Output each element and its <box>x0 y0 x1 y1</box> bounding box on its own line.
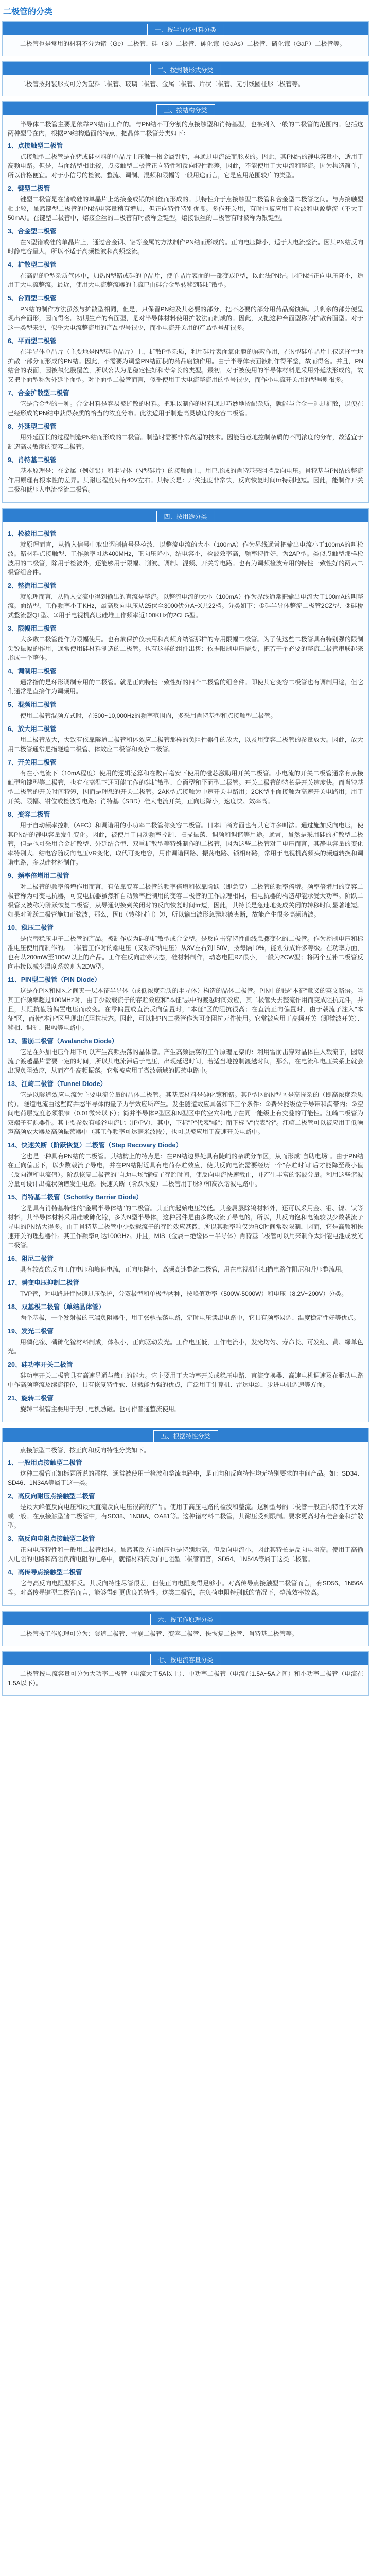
item-text: 在高温的P型杂质气体中，加热N型锗或硅的单晶片，使单晶片表面的一部变成P型，以此法PN结。因PN结正向电压降小，适用于大电流整流。最近，使用大电流整流器的主流已由硅合金型转移到硅扩散型。 <box>8 272 363 289</box>
item-text: 硅功率开关二极管具有高速导通与截止的能力。它主要用于大功率开关或稳压电路、直流变换器、高速电机调速及在驱动电路中作高频整流及续流箝位，具有恢复特性软、过载能力强的优点，广泛用于计算机、雷达电源、步进电机调速等方面。 <box>8 1372 363 1388</box>
item-title: 3、合金型二极管 <box>8 228 57 235</box>
section-header <box>3 102 368 115</box>
paragraph: 二极管按工作原理可分为：隧道二极管、雪崩二极管、变容二极管、快恢复二极管、肖特基二极管等。 <box>20 1630 298 1637</box>
paragraph: 二极管按电流容量可分为大功率二极管（电流大于5A以上）、中功率二极管（电流在1.5A~5A之间）和小功率二极管（电流在1.5A以下）。 <box>8 1670 363 1687</box>
item-title: 3、限幅用二极管 <box>8 625 57 632</box>
section-current <box>2 1651 369 1696</box>
list-item <box>8 923 363 971</box>
item-title: 19、发光二极管 <box>8 1328 54 1335</box>
item-text: 它与高反向电阻型相反。其反向特性尽管很差，但使正向电阻变得足够小。对高传导点接触型二极管而言，有SD56、1N56A等。对高传导键型二极管而言，能够得到更优良的特性。这类二极管，在负荷电阻特别低的情况下，整流效率较高。 <box>8 1580 363 1596</box>
section-usage <box>2 508 369 1422</box>
item-title: 3、高反向电阻点接触型二极管 <box>8 1535 95 1543</box>
section-tag: 七、按电流容量分类 <box>150 1654 221 1666</box>
item-title: 4、调制用二极管 <box>8 668 57 675</box>
list-item <box>8 388 363 418</box>
item-title: 7、合金扩散型二极管 <box>8 389 69 397</box>
list-item <box>8 422 363 451</box>
list-item <box>8 871 363 919</box>
list-item <box>8 1079 363 1137</box>
section-header <box>3 509 368 522</box>
list-item <box>8 294 363 332</box>
item-text: 用于自动频率控制（AFC）和调谐用的小功率二极管称变容二极管。日本厂商方面也有其它许多叫法。通过施加反向电压，使其PN结的静电容量发生变化。因此，被使用于自动频率控制、扫描振荡、调频和调谐等用途。通常，虽然是采用硅的扩散型二极管，但是也可采用合金扩散型、外延结合型、双重扩散型等特殊制作的二极管，因为这些二极管对于电压而言，其静电容量的变化率特别大。结电容随反向电压VR变化，取代可变电容，用作调谐回路、振荡电路、锁相环路，常用于电视机高频头的频道转换和调谐电路，多以硅材料制作。 <box>8 822 363 866</box>
item-text: 这种二极管正如标题所说的那样，通常被使用于检波和整流电路中，是正向和反向特性均无特别要求的中间产品。如：SD34、SD46、1N34A等属于这一类。 <box>8 1470 363 1486</box>
section-body <box>3 1625 368 1646</box>
item-title: 5、台面型二极管 <box>8 295 57 302</box>
item-title: 6、放大用二极管 <box>8 725 57 733</box>
list-item <box>8 1394 363 1414</box>
item-text: 在N型锗或硅的单晶片上，通过合金铟、铝等金属的方法制作PN结而形成的。正向电压降小，适于大电流整流。因其PN结反向时静电容量大，所以不适于高频检波和高频整流。 <box>8 239 363 255</box>
section-body <box>3 35 368 56</box>
item-title: 8、变容二极管 <box>8 811 50 818</box>
item-title: 1、点接触型二极管 <box>8 142 63 149</box>
item-title: 6、平面型二极管 <box>8 337 57 345</box>
item-text: 旋转二极管主要用于无刷电机励磁。也可作普通整流使用。 <box>20 1405 181 1413</box>
item-text: 键型二极管是在锗或硅的单晶片上熔接金或银的细丝而形成的。其特性介于点接触型二极管和合金型二极管之间。与点接触型相比较，虽然键型二极管的PN结电容量稍有增加，但正向特性特别优良。多作开关用，有时也被应用于检波和电源整流（不大于50mA）。在键型二极管中，熔接金丝的二极管有时被称金键型，熔接银丝的二极管有时被称为银键型。 <box>8 196 363 222</box>
item-list <box>8 529 363 1414</box>
list-item <box>8 1037 363 1075</box>
item-text: 它是在外加电压作用下可以产生高频振荡的晶体管。产生高频振荡的工作原理是栾的：利用雪崩击穿对晶体注入载流子，因载流子渡越晶片需要一定的时间，所以其电流滞后于电压，出现延迟时间，若适当地控制渡越时间，那么，在电流和电压关系上就会出现负阻效应，从而产生高频振荡。它常被应用于微波领域的振荡电路中。 <box>8 1048 363 1074</box>
list-item <box>8 624 363 663</box>
item-title: 2、键型二极管 <box>8 185 50 192</box>
item-text: 用磷化镓、磷砷化镓材料制成，体积小，正向驱动发光。工作电压低，工作电流小，发光均匀、寿命长、可发红、黄、绿单色光。 <box>8 1338 363 1355</box>
list-item <box>8 529 363 577</box>
list-item <box>8 1568 363 1597</box>
list-item <box>8 1141 363 1189</box>
item-title: 20、硅功率开关二极管 <box>8 1361 73 1368</box>
section-tag: 五、根据特性分类 <box>153 1430 218 1442</box>
section-body <box>3 1665 368 1695</box>
page-title: 二极管的分类 <box>3 8 53 16</box>
list-item <box>8 975 363 1032</box>
list-item <box>8 667 363 696</box>
item-text: 这是在P区和N区之间夹一层本征半导体（或低浓度杂质的半导体）构造的晶体二极管。PIN中的I是"本征"意义的英文略语。当其工作频率超过100MHz时，由于少数载流子的存贮效应和"本征"层中的渡越时间效应，其二极管失去整流作用而变成阻抗元件，并且，其阻抗值随偏置电压而改变。在零偏置或直流反向偏置时，"本征"区的阻抗很高；在直流正向偏置时，由于载流子注入"本征"区，而使"本征"区呈现出低阻抗状态。因此，可以把PIN二极管作为可变阻抗元件使用。它常被应用于高频开关（即微波开关）、移相、调制、限幅等电路中。 <box>8 987 363 1031</box>
item-text: 使用二极管混频方式时，在500~10,000Hz的频率范围内，多采用肖特基型和点接触型二极管。 <box>20 712 277 719</box>
section-header <box>3 1428 368 1442</box>
section-intro: 点接触型二极管，按正向和反向特性分类如下。 <box>20 1447 150 1454</box>
list-item <box>8 260 363 290</box>
item-text: 在半导体单晶片（主要地是N型硅单晶片）上，扩散P型杂质，利用硅片表面氧化膜的屏蔽作用，在N型硅单晶片上仅选择性地扩散一部分而形成的PN结。因此，不需要为调整PN结面积的药品腐蚀作用。由于半导体表面被制作得平整，故而得名。并且，PN结合的表面，因被氧化膜覆盖，所以公认为是稳定性好和寿命长的类型。最初，对于被使用的半导体材料是采用外延法形成的，故又把平面型称为外延平面型。对平面型二极管而言，似乎使用于大电流整流用的型号很少，而作小电流开关用的型号则很多。 <box>8 348 363 383</box>
item-text: 用二极管放大，大致有依靠隧道二极管和体效应二极管那样的负阻性器件的放大，以及用变容二极管的参量放大。因此，放大用二极管通常是指隧道二极管、体效应二极管和变容二极管。 <box>8 736 363 753</box>
section-structure <box>2 101 369 503</box>
item-text: 它是具有肖特基特性的"金属半导体结"的二极管。其正向起始电压较低。其金属层除钨材料外，还可以采用金、钼、镍、钛等材料。其半导体材料采用硅或砷化镓，多为N型半导体。这种器件是由多数载流子导电的，所以，其反向饱和电流较以少数载流子导电的PN结大得多。由于肖特基二极管中少数载流子的存贮效应甚微，所以其频率响仅为RC时间常数限制，因而，它是高频和快速开关的理想器件。其工作频率可达100GHz。并且，MIS（金属－绝缘体－半导体）肖特基二极管可以用来制作太阳能电池或发光二极管。 <box>8 1205 363 1249</box>
item-title: 4、扩散型二极管 <box>8 261 57 268</box>
section-body <box>3 75 368 96</box>
item-title: 4、高传导点接触型二极管 <box>8 1569 82 1576</box>
list-item <box>8 724 363 754</box>
item-title: 1、一般用点接触型二极管 <box>8 1459 82 1466</box>
list-item <box>8 184 363 223</box>
item-text: 是最大峰值反向电压和最大直流反向电压很高的产品。使用于高压电路的检波和整流。这种型号的二极管一般正向特性不太好或一般。在点接触型锗二极管中，有SD38、1N38A、OA81等。这种锗材料二极管，其耐压受到限制。要求更高时有硅合金和扩散型。 <box>8 1503 363 1529</box>
list-item <box>8 1360 363 1389</box>
item-title: 2、高反向耐压点接触型二极管 <box>8 1493 95 1500</box>
item-text: 就原理而言，从输入信号中取出调制信号是检波，以整流电流的大小（100mA）作为界线通常把输出电流小于100mA的叫检波。锗材料点接触型、工作频率可达400MHz，正向压降小，结电容小，检波效率高，频率特性好，为2AP型。类似点触型那样检波用的二极管，除用于检波外，还能够用于限幅、削波、调制、混频、开关等电路。也有为调频检波专用的特性一致性好的两只二极管组合件。 <box>8 541 363 576</box>
item-title: 2、整流用二极管 <box>8 582 57 589</box>
item-text: 它也是一种具有PN结的二极管。其结构上的特点是：在PN结边界处具有陡峭的杂质分布区，从而形成"自助电场"。由于PN结在正向偏压下，以少数载流子导电，并在PN结附近具有电荷存贮效应，使其反向电流需要经历一个"存贮时间"后才能降至最小值（反向饱和电流值）。阶跃恢复二极管的"自助电场"缩短了存贮时间，使反向电流快速截止，并产生丰富的谐波分量。利用这些谐波分量可设计出梳状频谱发生电路。快速关断（阶跃恢复）二极管用于脉冲和高次谐波电路中。 <box>8 1153 363 1188</box>
list-item <box>8 455 363 494</box>
list-item <box>8 1302 363 1323</box>
item-title: 18、双基极二极管（单结晶体管） <box>8 1303 105 1311</box>
item-text: 具有较高的反向工作电压和峰值电流，正向压降小，高频高速整流二极管，用在电视机行扫描电路作阻尼和升压整流用。 <box>20 1266 348 1273</box>
section-tag: 六、按工作原理分类 <box>150 1614 221 1625</box>
item-text: 用外延面长的过程制造PN结而形成的二极管。制造时需要非常高超的技术。因能随意地控制杂质的不同浓度的分布，故适宜于制造高灵敏度的变容二极管。 <box>8 434 363 450</box>
item-text: 点接触型二极管是在锗或硅材料的单晶片上压触一根金属针后，再通过电流法而形成的。因此，其PN结的静电容量小，适用于高频电路。但是，与面结型相比较，点接触型二极管正向特性和反向特性都差，因此，不能使用于大电流和整流。因为构造简单，所以价格便宜。对于小信号的检波、整流、调制、混频和限幅等一般用途而言，它是应用范围较广的类型。 <box>8 153 363 179</box>
item-text: TVP管，对电路进行快速过压保护，分双极型和单极型两种，按峰值功率（500W-5000W）和电压（8.2V~200V）分类。 <box>20 1290 348 1297</box>
item-list <box>8 1458 363 1597</box>
item-title: 13、江崎二极管（Tunnel Diode） <box>8 1080 107 1088</box>
list-item <box>8 227 363 256</box>
section-tag: 一、按半导体材料分类 <box>147 24 224 36</box>
section-tag: 三、按结构分类 <box>156 104 215 116</box>
item-title: 5、混频用二极管 <box>8 701 57 708</box>
section-header <box>3 1652 368 1665</box>
section-body <box>3 115 368 502</box>
item-text: 基本原理是：在金属（例如铅）和半导体（N型硅片）的接触面上，用已形成的肖特基来阻挡反向电压。肖特基与PN结的整流作用原理有根本性的差异。其耐压程度只有40V左右。其特长是：开关速度非常快，反向恢复时间trr特别地短。因此，能制作开关二极和低压大电流整流二极管。 <box>8 467 363 493</box>
section-header <box>3 62 368 75</box>
item-text: 是代替稳压电子二极管的产品。被制作成为硅的扩散型或合金型。是反向击穿特性曲线急骤变化的二极管。作为控制电压和标准电压使用而制作的。二极管工作时的端电压（又称齐纳电压）从3V左右到150V，按每隔10%，能划分成许多等级。在功率方面，也有从200mW至100W以上的产品。工作在反向击穿状态，硅材料制作，动态电阻RZ很小，一般为2CW型；将两个互补二极管反向串接以减少温度系数则为2DW型。 <box>8 935 363 970</box>
item-title: 15、肖特基二极管（Schottky Barrier Diode） <box>8 1194 143 1201</box>
item-title: 11、PIN型二极管（PIN Diode） <box>8 976 101 984</box>
section-header <box>3 22 368 35</box>
item-title: 8、外延型二极管 <box>8 423 57 430</box>
section-principle <box>2 1611 369 1646</box>
list-item <box>8 758 363 806</box>
section-package <box>2 61 369 96</box>
list-item <box>8 1327 363 1356</box>
section-header <box>3 1612 368 1625</box>
list-item <box>8 1254 363 1274</box>
list-item <box>8 141 363 180</box>
list-item <box>8 581 363 620</box>
list-item <box>8 1278 363 1298</box>
section-intro: 半导体二极管主要是依靠PN结而工作的。与PN结不可分割的点接触型和肖特基型，也被列入一般的二极管的范围内。包括这两种型号在内，根据PN结构造面的特点，把晶体二极管分类如下： <box>8 121 363 137</box>
section-tag: 二、按封装形式分类 <box>150 64 221 76</box>
item-title: 9、频率倍增用二极管 <box>8 872 69 879</box>
item-title: 12、雪崩二极管（Avalanche Diode） <box>8 1038 118 1045</box>
item-text: 通常指的是环形调制专用的二极管。就是正向特性一致性好的四个二极管的组合件。即使其它变容二极管也有调制用途，但它们通常是直接作为调频用。 <box>8 679 363 695</box>
section-material <box>2 21 369 56</box>
item-text: 正向电压特性和一般用二极管相同。虽然其反方向耐压也是特别地高，但反向电流小，因此其特长是反向电阻高。使用于高输入电阻的电路和高阻负荷电阻的电路中，就锗材料高反向电阻型二极管而言，SD54、1N54A等属于这类二极管。 <box>8 1546 363 1563</box>
item-text: 大多数二极管能作为限幅使用。也有象保护仪表用和高频齐纳管那样的专用限幅二极管。为了使这些二极管具有特别强的限制尖锐振幅的作用，通常使用硅材料制造的二极管。也有这样的组件出售：依据限制电压需要，把若干个必要的整流二极管串联起来形成一个整体。 <box>8 636 363 662</box>
list-item <box>8 1193 363 1250</box>
item-list <box>8 141 363 494</box>
item-text: 有在小电流下（10mA程度）使用的逻辑运算和在数百毫安下使用的磁芯激励用开关二极管。小电流的开关二极管通常有点接触型和键型等二极管，也有在高温下还可能工作的硅扩散型、台面型和平面型二极管。开关二极管的特长是开关速度快。而肖特基型二极管的开关时间特短，因而是理想的开关二极管。2AK型点接触为中速开关电路用；2CK型平面接触为高速开关电路用；用于开关、限幅、钳位或检波等电路；肖特基（SBD）硅大电流开关，正向压降小，速度快、效率高。 <box>8 770 363 805</box>
section-body <box>3 1442 368 1605</box>
item-title: 7、开关用二极管 <box>8 759 57 766</box>
item-text: 它是以隧道效应电流为主要电流分量的晶体二极管。其基底材料是砷化镓和锗。其P型区的N型区是高掺杂的（即高浓度杂质的）。隧道电流由这些简并态半导体的量子力学效应所产生。发生隧道效应具备如下三个条件：①费米能级位于导带和满带内；②空间电荷层宽度必须很窄（0.01微米以下）；简并半导体P型区和N型区中的空穴和电子在同一能级上有交叠的可能性。江崎二极管为双端子有源器件。其主要参数有峰谷电流比（IP/PV），其中，下标"P"代表"峰"；而下标"V"代表"谷"。江崎二极管可以被应用于低噪声高频放大器及高频振荡器中（其工作频率可达毫米波段），也可以被应用于高速开关电路中。 <box>8 1091 363 1136</box>
item-title: 14、快速关断（阶跃恢复）二极管（Step Recovary Diode） <box>8 1142 182 1149</box>
list-item <box>8 1534 363 1564</box>
item-title: 16、阻尼二极管 <box>8 1255 54 1262</box>
item-text: PN结的制作方法虽然与扩散型相同，但是，只保留PN结及其必要的部分，把不必要的部分用药品腐蚀掉。其剩余的部分便呈现出台面形，因而得名。初期生产的台面型，是对半导体材料使用扩散法而制成的。因此，又把这种台面型称为扩散台面型。对于这一类型来说，似乎大电流整流用的产品型号很少，而小电流开关用的产品型号却很多。 <box>8 306 363 331</box>
section-characteristics <box>2 1428 369 1606</box>
item-title: 9、肖特基二极管 <box>8 456 57 464</box>
list-item <box>8 336 363 384</box>
item-text: 它是合金型的一种。合金材料是容易被扩散的材料。把难以制作的材料通过巧妙地掺配杂质，就能与合金一起过扩散，以便在已经形成的PN结中获得杂质的恰当的浓度分布。此法适用于制造高灵敏度的变容二极管。 <box>8 400 363 417</box>
item-title: 10、稳压二极管 <box>8 924 54 931</box>
list-item <box>8 810 363 867</box>
item-title: 1、检波用二极管 <box>8 530 57 537</box>
list-item <box>8 1492 363 1530</box>
paragraph: 二极管按封装形式可分为塑料二极管、玻璃二极管、金属二极管、片状二极管、无引线圆柱形二极管等。 <box>20 80 305 88</box>
section-tag: 四、按用途分类 <box>156 511 215 522</box>
item-text: 对二极管的频率倍增作用而言，有依靠变容二极管的频率倍增和依靠阶跃（即急变）二极管的频率倍增。频率倍增用的变容二极管称为可变电抗器，可变电抗器虽然和自动频率控制用的变容二极管的工作原理相同，但电抗器的构造却能承受大功率。阶跃二极管又被称为阶跃恢复二极管，从导通切换到关闭时的反向恢复时间trr短，因此，其特长是急速地变成关闭的转移时间显著地短。如果对阶跃二极管施加正弦波，那么，因tt（转移时间）短，所以输出波形急骤地被夹断，故能产生很多高频谐波。 <box>8 883 363 918</box>
section-body <box>3 522 368 1422</box>
list-item <box>8 700 363 720</box>
paragraph: 二极管也是常用的材料不分为锗（Ge）二极管、硅（Si）二极管、砷化镓（GaAs）二极管、磷化镓（GaP）二极管等。 <box>20 40 346 47</box>
item-title: 21、旋转二极管 <box>8 1395 54 1402</box>
list-item <box>8 1458 363 1487</box>
item-text: 就原理而言，从输入交流中得到输出的直流是整流。以整流电流的大小（100mA）作为界线通常把输出电流大于100mA的叫整流。面结型，工作频率小于KHz，最高反向电压从25伏至3000伏分A~X共22档。分类如下：①硅半导体整流二极管2CZ型、②硅桥式整流器QL型、③用于电视机高压硅堆工作频率近100KHz的2CLG型。 <box>8 593 363 619</box>
item-text: 两个基极，一个发射极的三端负阻器件，用于张驰振荡电路，定时电压读出电路中，它具有频率易调、温度稳定性好等优点。 <box>20 1314 360 1321</box>
item-title: 17、瞬变电压抑制二极管 <box>8 1279 79 1286</box>
